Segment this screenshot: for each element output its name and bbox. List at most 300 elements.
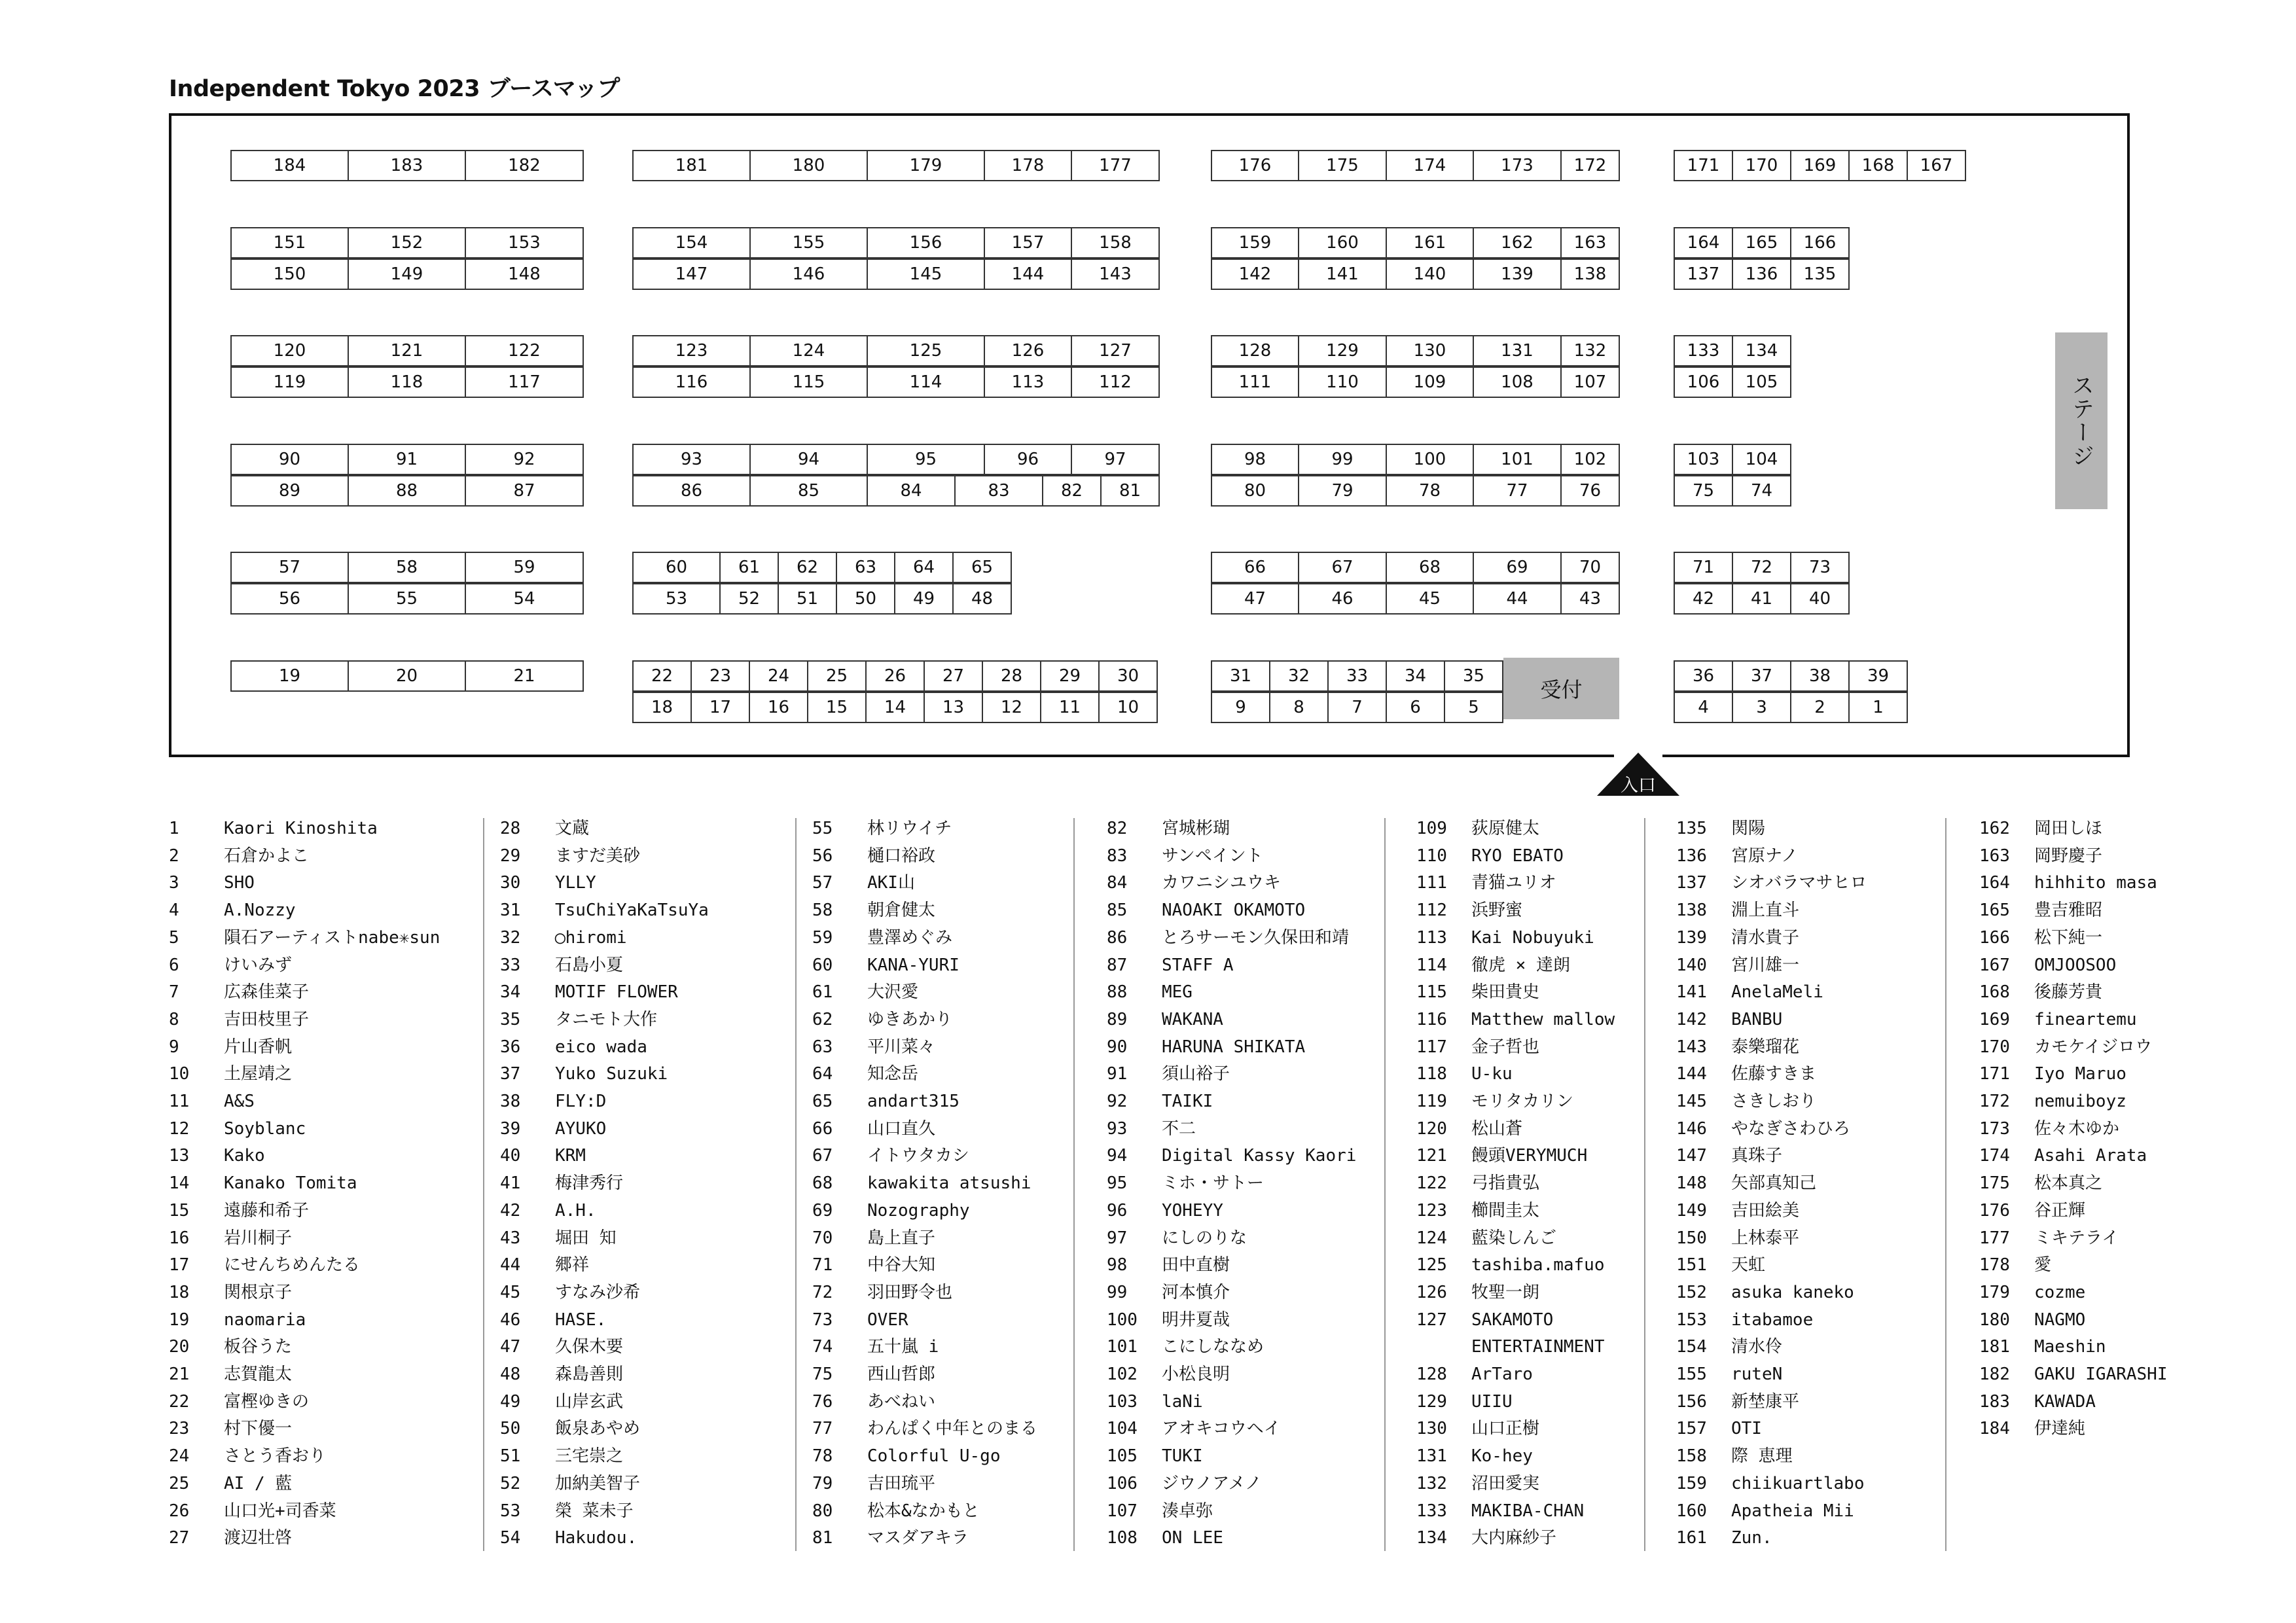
exhibitor-name: 伊達純 xyxy=(2034,1419,2086,1439)
booth-number: 92 xyxy=(1107,1092,1128,1111)
booth-number: 155 xyxy=(1676,1364,1707,1384)
exhibitor-name: Ko-hey xyxy=(1471,1446,1533,1467)
booth-number: 173 xyxy=(1979,1118,2010,1139)
booth-number: 107 xyxy=(1107,1501,1138,1521)
exhibitor-name: TsuChiYaKaTsuYa xyxy=(555,901,709,921)
booth-number: 103 xyxy=(1107,1391,1138,1412)
booth-42: 42 xyxy=(1674,583,1733,615)
exhibitor-name: とろサーモン久保田和靖 xyxy=(1162,927,1350,948)
booth-number: 60 xyxy=(812,955,833,975)
exhibitor-name: 豊吉雅昭 xyxy=(2034,901,2103,921)
booth-26: 26 xyxy=(865,660,925,692)
booth-number: 95 xyxy=(1107,1173,1128,1194)
booth-number: 164 xyxy=(1979,873,2010,893)
exhibitor-name: MEG xyxy=(1162,982,1193,1003)
exhibitor-name: 隕石アーティストnabe✳sun xyxy=(224,927,440,948)
booth-number: 162 xyxy=(1979,819,2010,838)
exhibitor-name: カワニシユウキ xyxy=(1162,873,1282,893)
booth-number: 56 xyxy=(812,846,833,866)
exhibitor-name: FLY:D xyxy=(555,1092,607,1111)
booth-number: 178 xyxy=(1979,1255,2010,1275)
booth-162: 162 xyxy=(1473,227,1562,259)
booth-number: 54 xyxy=(500,1528,521,1548)
exhibitor-name: 愛 xyxy=(2034,1255,2052,1275)
booth-43: 43 xyxy=(1560,583,1620,615)
exhibitor-name: ミホ・サトー xyxy=(1162,1173,1265,1194)
booth-35: 35 xyxy=(1444,660,1503,692)
booth-80: 80 xyxy=(1211,475,1299,507)
booth-44: 44 xyxy=(1473,583,1562,615)
booth-11: 11 xyxy=(1040,692,1100,723)
booth-16: 16 xyxy=(749,692,808,723)
booth-53: 53 xyxy=(632,583,721,615)
exhibitor-name: 飯泉あやめ xyxy=(555,1419,641,1439)
exhibitor-list xyxy=(0,815,2296,1567)
booth-131: 131 xyxy=(1473,335,1562,366)
booth-138: 138 xyxy=(1560,259,1620,290)
booth-118: 118 xyxy=(348,366,466,398)
exhibitor-name: Maeshin xyxy=(2034,1337,2106,1357)
exhibitor-name: YOHEYY xyxy=(1162,1200,1223,1221)
exhibitor-name: すなみ沙希 xyxy=(555,1282,641,1302)
exhibitor-name: あべねい xyxy=(867,1391,936,1412)
column-divider xyxy=(1644,818,1645,1551)
booth-number: 154 xyxy=(1676,1337,1707,1357)
booth-number: 51 xyxy=(500,1446,521,1467)
exhibitor-name: 饅頭VERYMUCH xyxy=(1471,1146,1588,1166)
booth-46: 46 xyxy=(1298,583,1387,615)
booth-number: 66 xyxy=(812,1118,833,1139)
exhibitor-name: 吉田枝里子 xyxy=(224,1009,310,1029)
exhibitor-name: 松本真之 xyxy=(2034,1173,2103,1194)
exhibitor-name: Iyo Maruo xyxy=(2034,1064,2126,1084)
booth-84: 84 xyxy=(867,475,956,507)
exhibitor-name: ミキテライ xyxy=(2034,1228,2119,1248)
booth-102: 102 xyxy=(1560,444,1620,475)
exhibitor-name: 吉田絵美 xyxy=(1731,1200,1800,1221)
booth-number: 77 xyxy=(812,1419,833,1439)
booth-number: 87 xyxy=(1107,955,1128,975)
booth-number: 37 xyxy=(500,1064,521,1084)
booth-18: 18 xyxy=(632,692,692,723)
booth-96: 96 xyxy=(984,444,1072,475)
exhibitor-name: 谷正輝 xyxy=(2034,1200,2086,1221)
exhibitor-name: 上林泰平 xyxy=(1731,1228,1800,1248)
booth-number: 64 xyxy=(812,1064,833,1084)
booth-111: 111 xyxy=(1211,366,1299,398)
booth-128: 128 xyxy=(1211,335,1299,366)
booth-number: 65 xyxy=(812,1092,833,1111)
booth-108: 108 xyxy=(1473,366,1562,398)
booth-157: 157 xyxy=(984,227,1072,259)
exhibitor-name: 岡田しほ xyxy=(2034,819,2103,838)
booth-number: 20 xyxy=(169,1337,190,1357)
exhibitor-name: UIIU xyxy=(1471,1391,1513,1412)
booth-38: 38 xyxy=(1790,660,1850,692)
booth-number: 169 xyxy=(1979,1009,2010,1029)
booth-number: 31 xyxy=(500,901,521,921)
booth-number: 74 xyxy=(812,1337,833,1357)
exhibitor-name: 荻原健太 xyxy=(1471,819,1540,838)
booth-number: 21 xyxy=(169,1364,190,1384)
exhibitor-name: 後藤芳貴 xyxy=(2034,982,2103,1003)
booth-9: 9 xyxy=(1211,692,1270,723)
exhibitor-name: KAWADA xyxy=(2034,1391,2096,1412)
entrance-marker xyxy=(1597,753,1679,796)
booth-149: 149 xyxy=(348,259,466,290)
exhibitor-name: Matthew mallow xyxy=(1471,1009,1615,1029)
exhibitor-name: ON LEE xyxy=(1162,1528,1223,1548)
booth-number: 184 xyxy=(1979,1419,2010,1439)
booth-number: 58 xyxy=(812,901,833,921)
exhibitor-name: 土屋靖之 xyxy=(224,1064,293,1084)
booth-7: 7 xyxy=(1327,692,1387,723)
booth-20: 20 xyxy=(348,660,466,692)
booth-number: 81 xyxy=(812,1528,833,1548)
exhibitor-name: Kako xyxy=(224,1146,265,1166)
booth-number: 148 xyxy=(1676,1173,1707,1194)
booth-78: 78 xyxy=(1386,475,1474,507)
booth-152: 152 xyxy=(348,227,466,259)
booth-39: 39 xyxy=(1848,660,1908,692)
exhibitor-name: Kaori Kinoshita xyxy=(224,819,378,838)
booth-174: 174 xyxy=(1386,150,1474,181)
exhibitor-name: にしのりな xyxy=(1162,1228,1247,1248)
booth-number: 175 xyxy=(1979,1173,2010,1194)
booth-178: 178 xyxy=(984,150,1072,181)
booth-number: 25 xyxy=(169,1473,190,1493)
booth-number: 75 xyxy=(812,1364,833,1384)
exhibitor-name: A.Nozzy xyxy=(224,901,296,921)
booth-number: 160 xyxy=(1676,1501,1707,1521)
booth-165: 165 xyxy=(1732,227,1791,259)
booth-number: 116 xyxy=(1416,1009,1447,1029)
booth-number: 57 xyxy=(812,873,833,893)
booth-61: 61 xyxy=(719,552,779,583)
booth-71: 71 xyxy=(1674,552,1733,583)
exhibitor-name: SAKAMOTO xyxy=(1471,1310,1554,1330)
booth-55: 55 xyxy=(348,583,466,615)
exhibitor-name: 際 恵理 xyxy=(1731,1446,1793,1467)
booth-number: 14 xyxy=(169,1173,190,1194)
booth-number: 93 xyxy=(1107,1118,1128,1139)
booth-number: 46 xyxy=(500,1310,521,1330)
exhibitor-name: ArTaro xyxy=(1471,1364,1533,1384)
booth-56: 56 xyxy=(230,583,349,615)
booth-15: 15 xyxy=(807,692,867,723)
exhibitor-name: 片山香帆 xyxy=(224,1037,293,1057)
booth-47: 47 xyxy=(1211,583,1299,615)
booth-number: 35 xyxy=(500,1009,521,1029)
booth-number: 11 xyxy=(169,1092,190,1111)
exhibitor-name: シオバラマサヒロ xyxy=(1731,873,1867,893)
exhibitor-name: 村下優一 xyxy=(224,1419,293,1439)
booth-143: 143 xyxy=(1071,259,1160,290)
booth-number: 132 xyxy=(1416,1473,1447,1493)
booth-154: 154 xyxy=(632,227,751,259)
booth-number: 62 xyxy=(812,1009,833,1029)
booth-37: 37 xyxy=(1732,660,1791,692)
exhibitor-name: itabamoe xyxy=(1731,1310,1814,1330)
exhibitor-name: MOTIF FLOWER xyxy=(555,982,678,1003)
exhibitor-name: モリタカリン xyxy=(1471,1092,1574,1111)
exhibitor-name: 林リウイチ xyxy=(867,819,952,838)
exhibitor-name: 富樫ゆきの xyxy=(224,1391,310,1412)
column-divider xyxy=(795,818,797,1551)
booth-32: 32 xyxy=(1269,660,1329,692)
booth-number: 150 xyxy=(1676,1228,1707,1248)
booth-144: 144 xyxy=(984,259,1072,290)
booth-19: 19 xyxy=(230,660,349,692)
booth-145: 145 xyxy=(867,259,985,290)
booth-number: 43 xyxy=(500,1228,521,1248)
booth-85: 85 xyxy=(749,475,868,507)
exhibitor-name: 遠藤和希子 xyxy=(224,1200,310,1221)
booth-number: 23 xyxy=(169,1419,190,1439)
booth-number: 38 xyxy=(500,1092,521,1111)
booth-number: 131 xyxy=(1416,1446,1447,1467)
booth-12: 12 xyxy=(982,692,1041,723)
exhibitor-name: 金子哲也 xyxy=(1471,1037,1540,1057)
booth-33: 33 xyxy=(1327,660,1387,692)
booth-number: 113 xyxy=(1416,927,1447,948)
booth-150: 150 xyxy=(230,259,349,290)
booth-93: 93 xyxy=(632,444,751,475)
booth-number: 70 xyxy=(812,1228,833,1248)
booth-number: 28 xyxy=(500,819,521,838)
booth-number: 40 xyxy=(500,1146,521,1166)
booth-67: 67 xyxy=(1298,552,1387,583)
booth-140: 140 xyxy=(1386,259,1474,290)
booth-number: 119 xyxy=(1416,1092,1447,1111)
booth-number: 5 xyxy=(169,927,179,948)
booth-number: 172 xyxy=(1979,1092,2010,1111)
exhibitor-name: 青猫ユリオ xyxy=(1471,873,1556,893)
booth-54: 54 xyxy=(465,583,584,615)
booth-number: 1 xyxy=(169,819,179,838)
exhibitor-name: Yuko Suzuki xyxy=(555,1064,668,1084)
booth-number: 114 xyxy=(1416,955,1447,975)
exhibitor-name: 岩川桐子 xyxy=(224,1228,293,1248)
exhibitor-name: 朝倉健太 xyxy=(867,901,936,921)
exhibitor-name: 櫛間圭太 xyxy=(1471,1200,1540,1221)
booth-number: 36 xyxy=(500,1037,521,1057)
exhibitor-name: Soyblanc xyxy=(224,1118,306,1139)
booth-51: 51 xyxy=(778,583,837,615)
exhibitor-name: 藍染しんご xyxy=(1471,1228,1557,1248)
exhibitor-name: けいみず xyxy=(224,955,293,975)
booth-68: 68 xyxy=(1386,552,1474,583)
booth-62: 62 xyxy=(778,552,837,583)
booth-number: 146 xyxy=(1676,1118,1707,1139)
booth-number: 124 xyxy=(1416,1228,1447,1248)
exhibitor-name: イトウタカシ xyxy=(867,1146,969,1166)
booth-number: 165 xyxy=(1979,901,2010,921)
exhibitor-name: 中谷大知 xyxy=(867,1255,936,1275)
exhibitor-name: Zun. xyxy=(1731,1528,1772,1548)
exhibitor-name: andart315 xyxy=(867,1092,960,1111)
booth-number: 144 xyxy=(1676,1064,1707,1084)
booth-number: 122 xyxy=(1416,1173,1447,1194)
reception-desk: 受付 xyxy=(1503,658,1619,719)
exhibitor-name: 新埜康平 xyxy=(1731,1391,1800,1412)
booth-number: 176 xyxy=(1979,1200,2010,1221)
booth-31: 31 xyxy=(1211,660,1270,692)
booth-64: 64 xyxy=(894,552,954,583)
exhibitor-name: 榮 菜未子 xyxy=(555,1501,634,1521)
booth-109: 109 xyxy=(1386,366,1474,398)
booth-number: 68 xyxy=(812,1173,833,1194)
booth-number: 6 xyxy=(169,955,179,975)
exhibitor-name: 堀田 知 xyxy=(555,1228,617,1248)
booth-100: 100 xyxy=(1386,444,1474,475)
column-divider xyxy=(483,818,484,1551)
booth-141: 141 xyxy=(1298,259,1387,290)
exhibitor-name: GAKU IGARASHI xyxy=(2034,1364,2168,1384)
booth-10: 10 xyxy=(1098,692,1158,723)
exhibitor-name: 牧聖一朗 xyxy=(1471,1282,1540,1302)
booth-40: 40 xyxy=(1790,583,1850,615)
booth-number: 33 xyxy=(500,955,521,975)
exhibitor-name: 弓指貴弘 xyxy=(1471,1173,1540,1194)
exhibitor-name: 岡野慶子 xyxy=(2034,846,2103,866)
exhibitor-name: 清水貴子 xyxy=(1731,927,1800,948)
booth-48: 48 xyxy=(952,583,1012,615)
exhibitor-name: 渡辺壮啓 xyxy=(224,1528,293,1548)
booth-49: 49 xyxy=(894,583,954,615)
exhibitor-name: タニモト大作 xyxy=(555,1009,658,1029)
booth-114: 114 xyxy=(867,366,985,398)
booth-number: 127 xyxy=(1416,1310,1447,1330)
booth-map xyxy=(0,0,2296,785)
exhibitor-name: Kai Nobuyuki xyxy=(1471,927,1594,948)
booth-number: 96 xyxy=(1107,1200,1128,1221)
exhibitor-name: 須山裕子 xyxy=(1162,1064,1230,1084)
booth-13: 13 xyxy=(924,692,983,723)
exhibitor-name: さとう香おり xyxy=(224,1446,327,1467)
booth-34: 34 xyxy=(1386,660,1445,692)
booth-number: 26 xyxy=(169,1501,190,1521)
booth-70: 70 xyxy=(1560,552,1620,583)
booth-41: 41 xyxy=(1732,583,1791,615)
exhibitor-name: 湊卓弥 xyxy=(1162,1501,1213,1521)
booth-153: 153 xyxy=(465,227,584,259)
exhibitor-name: TAIKI xyxy=(1162,1092,1213,1111)
booth-number: 41 xyxy=(500,1173,521,1194)
booth-115: 115 xyxy=(749,366,868,398)
booth-number: 48 xyxy=(500,1364,521,1384)
exhibitor-name: 西山哲郎 xyxy=(867,1364,936,1384)
booth-87: 87 xyxy=(465,475,584,507)
booth-number: 140 xyxy=(1676,955,1707,975)
booth-134: 134 xyxy=(1732,335,1791,366)
booth-number: 47 xyxy=(500,1337,521,1357)
exhibitor-name: ◯hiromi xyxy=(555,927,627,948)
booth-23: 23 xyxy=(691,660,750,692)
exhibitor-name: 佐々木ゆか xyxy=(2034,1118,2120,1139)
booth-25: 25 xyxy=(807,660,867,692)
booth-number: 109 xyxy=(1416,819,1447,838)
exhibitor-name: こにしななめ xyxy=(1162,1337,1265,1357)
booth-82: 82 xyxy=(1042,475,1102,507)
exhibitor-name: chiikuartlabo xyxy=(1731,1473,1865,1493)
booth-number: 50 xyxy=(500,1419,521,1439)
exhibitor-name: 清水伶 xyxy=(1731,1337,1783,1357)
booth-58: 58 xyxy=(348,552,466,583)
booth-number: 34 xyxy=(500,982,521,1003)
exhibitor-name: 明井夏哉 xyxy=(1162,1310,1230,1330)
exhibitor-name: 宮川雄一 xyxy=(1731,955,1800,975)
booth-number: 97 xyxy=(1107,1228,1128,1248)
booth-number: 84 xyxy=(1107,873,1128,893)
exhibitor-name: laNi xyxy=(1162,1391,1203,1412)
booth-number: 136 xyxy=(1676,846,1707,866)
booth-number: 63 xyxy=(812,1037,833,1057)
exhibitor-name: 真珠子 xyxy=(1731,1146,1783,1166)
booth-24: 24 xyxy=(749,660,808,692)
booth-number: 115 xyxy=(1416,982,1447,1003)
exhibitor-name: nemuiboyz xyxy=(2034,1092,2126,1111)
exhibitor-name: にせんちめんたる xyxy=(224,1255,361,1275)
exhibitor-name: HARUNA SHIKATA xyxy=(1162,1037,1306,1057)
booth-number: 110 xyxy=(1416,846,1447,866)
booth-number: 44 xyxy=(500,1255,521,1275)
booth-number: 7 xyxy=(169,982,179,1003)
booth-number: 100 xyxy=(1107,1310,1138,1330)
exhibitor-name: ますだ美砂 xyxy=(555,846,641,866)
booth-83: 83 xyxy=(954,475,1043,507)
column-divider xyxy=(1073,818,1075,1551)
booth-number: 71 xyxy=(812,1255,833,1275)
booth-number: 12 xyxy=(169,1118,190,1139)
exhibitor-name: STAFF A xyxy=(1162,955,1234,975)
exhibitor-name: Nozography xyxy=(867,1200,970,1221)
booth-95: 95 xyxy=(867,444,985,475)
booth-number: 45 xyxy=(500,1282,521,1302)
exhibitor-name: 宮城彬瑚 xyxy=(1162,819,1230,838)
booth-number: 80 xyxy=(812,1501,833,1521)
booth-number: 78 xyxy=(812,1446,833,1467)
booth-180: 180 xyxy=(749,150,868,181)
booth-52: 52 xyxy=(719,583,779,615)
booth-number: 32 xyxy=(500,927,521,948)
booth-171: 171 xyxy=(1674,150,1733,181)
booth-number: 59 xyxy=(812,927,833,948)
booth-45: 45 xyxy=(1386,583,1474,615)
booth-1: 1 xyxy=(1848,692,1908,723)
booth-number: 67 xyxy=(812,1146,833,1166)
booth-number: 138 xyxy=(1676,901,1707,921)
exhibitor-name: NAOAKI OKAMOTO xyxy=(1162,901,1306,921)
booth-99: 99 xyxy=(1298,444,1387,475)
booth-number: 128 xyxy=(1416,1364,1447,1384)
booth-number: 180 xyxy=(1979,1310,2010,1330)
booth-number: 171 xyxy=(1979,1064,2010,1084)
booth-117: 117 xyxy=(465,366,584,398)
booth-number: 18 xyxy=(169,1282,190,1302)
booth-number: 121 xyxy=(1416,1146,1447,1166)
booth-number: 86 xyxy=(1107,927,1128,948)
booth-number: 137 xyxy=(1676,873,1707,893)
exhibitor-name: 文蔵 xyxy=(555,819,590,838)
exhibitor-name: cozme xyxy=(2034,1282,2086,1302)
exhibitor-name: 久保木要 xyxy=(555,1337,624,1357)
booth-5: 5 xyxy=(1444,692,1503,723)
booth-number: 72 xyxy=(812,1282,833,1302)
exhibitor-name: ENTERTAINMENT xyxy=(1471,1337,1605,1357)
booth-number: 179 xyxy=(1979,1282,2010,1302)
booth-129: 129 xyxy=(1298,335,1387,366)
